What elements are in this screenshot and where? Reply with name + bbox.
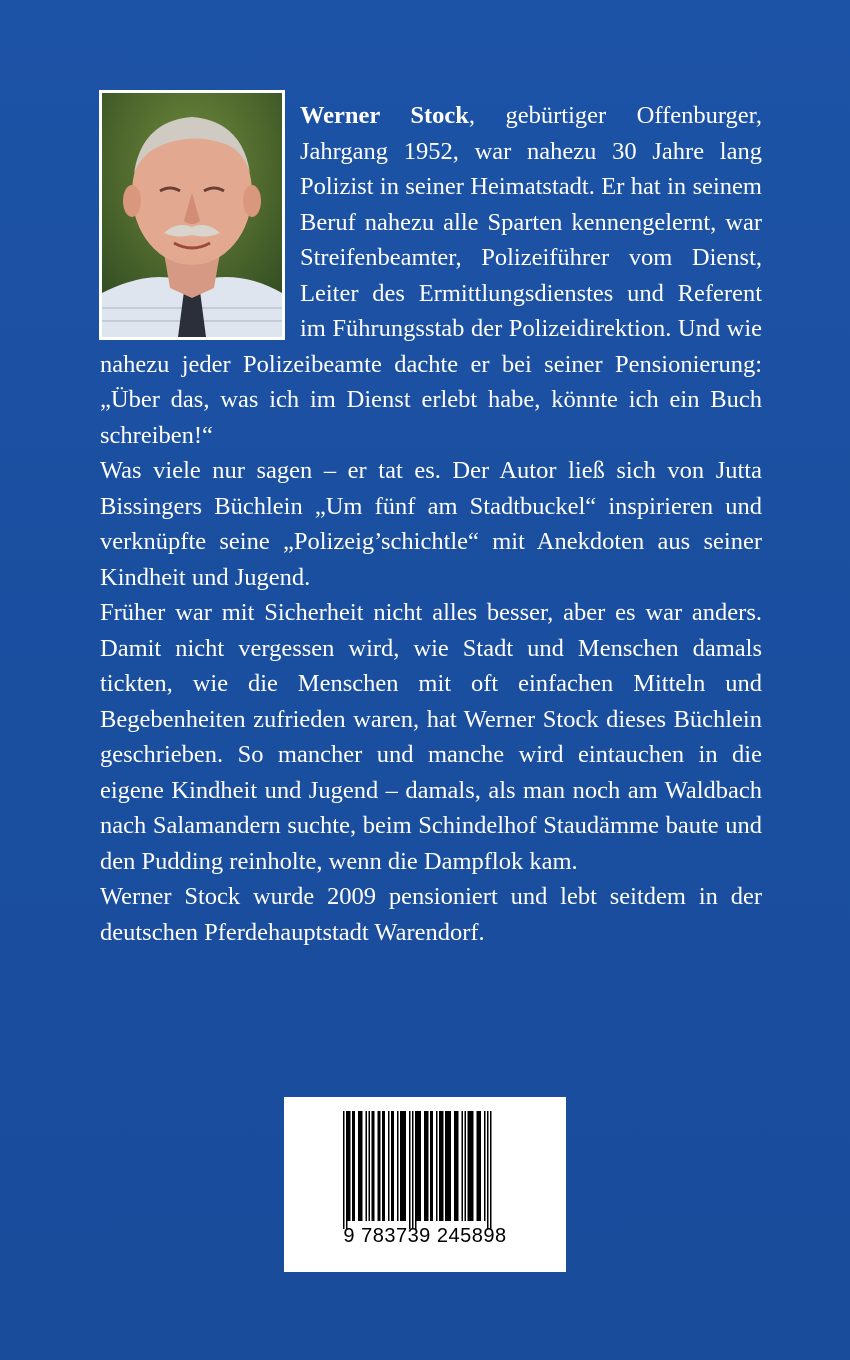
isbn-barcode	[284, 1097, 566, 1272]
barcode-bar	[462, 1111, 464, 1221]
barcode-bar	[352, 1111, 355, 1221]
author-blurb	[100, 98, 762, 950]
blurb-paragraph-4: Werner Stock wurde 2009 pensioniert und lebt seitdem in der deutschen Pferdehauptstadt Warendorf.	[100, 883, 762, 946]
barcode-bar	[366, 1111, 368, 1221]
barcode-bar	[400, 1111, 406, 1221]
blurb-paragraph-3: Früher war mit Sicherheit nicht alles besser, aber es war anders. Damit nicht vergessen wird, wie Stadt und Menschen damals tickten, wie die Menschen mit oft einfachen Mitteln und Begebenheiten zufrieden waren, hat Werner Stock dieses Büchlein geschrieben. So mancher und manche wird eintauchen in die eigene Kindheit und Jugend – damals, als man noch am Waldbach nach Salamandern suchte, beim Schindelhof Staudämme baute und den Pudding reinholte, wenn die Dampflok kam.	[100, 599, 762, 875]
barcode-bar	[465, 1111, 467, 1221]
barcode-bar	[430, 1111, 433, 1221]
barcode-bar	[372, 1111, 375, 1221]
barcode-bar	[343, 1111, 345, 1229]
isbn-number: 9 783739 245898	[343, 1225, 507, 1247]
barcode-bar	[477, 1111, 482, 1221]
barcode-bar	[382, 1111, 385, 1221]
barcode-bar	[487, 1111, 489, 1229]
barcode-bar	[439, 1111, 444, 1221]
barcode-icon	[341, 1111, 511, 1231]
author-name: Werner Stock	[300, 102, 469, 129]
barcode-bar	[484, 1111, 486, 1221]
barcode-bar	[415, 1111, 417, 1229]
barcode-bar	[391, 1111, 394, 1221]
barcode-bar	[490, 1111, 492, 1229]
barcode-bar	[369, 1111, 371, 1221]
barcode-bar	[388, 1111, 390, 1221]
barcode-bar	[454, 1111, 459, 1221]
barcode-bar	[436, 1111, 438, 1221]
barcode-bar	[378, 1111, 381, 1221]
barcode-bar	[358, 1111, 363, 1221]
barcode-bar	[412, 1111, 414, 1229]
barcode-bar	[417, 1111, 422, 1221]
barcode-bar	[397, 1111, 399, 1221]
barcode-bar	[346, 1111, 348, 1229]
barcode-bar	[409, 1111, 411, 1229]
barcode-bar	[468, 1111, 474, 1221]
barcode-bar	[424, 1111, 429, 1221]
barcode-bar	[348, 1111, 351, 1221]
barcode-bar	[445, 1111, 451, 1221]
photo-spacer	[100, 90, 300, 340]
blurb-intro-text: , gebürtiger Offenburger, Jahrgang 1952, war nahezu 30 Jahre lang Polizist in seiner Heimatstadt. Er hat in seinem Beruf nahezu alle Sparten kennengelernt, war Streifenbeamter, Polizeiführer vom Dienst, Leiter des Ermittlungsdienstes und Referent im Führungsstab der Polizeidirektion. Und wie nahezu jeder Polizeibeamte dachte er bei seiner Pensionierung: „Über das, was ich im Dienst erlebt habe, könnte ich ein Buch schreiben!“	[100, 102, 762, 449]
blurb-paragraph-2: Was viele nur sagen – er tat es. Der Autor ließ sich von Jutta Bissingers Büchlein „Um fünf am Stadtbuckel“ inspirieren und verknüpfte seine „Polizeig’schichtle“ mit Anekdoten aus seiner Kindheit und Jugend.	[100, 457, 762, 591]
